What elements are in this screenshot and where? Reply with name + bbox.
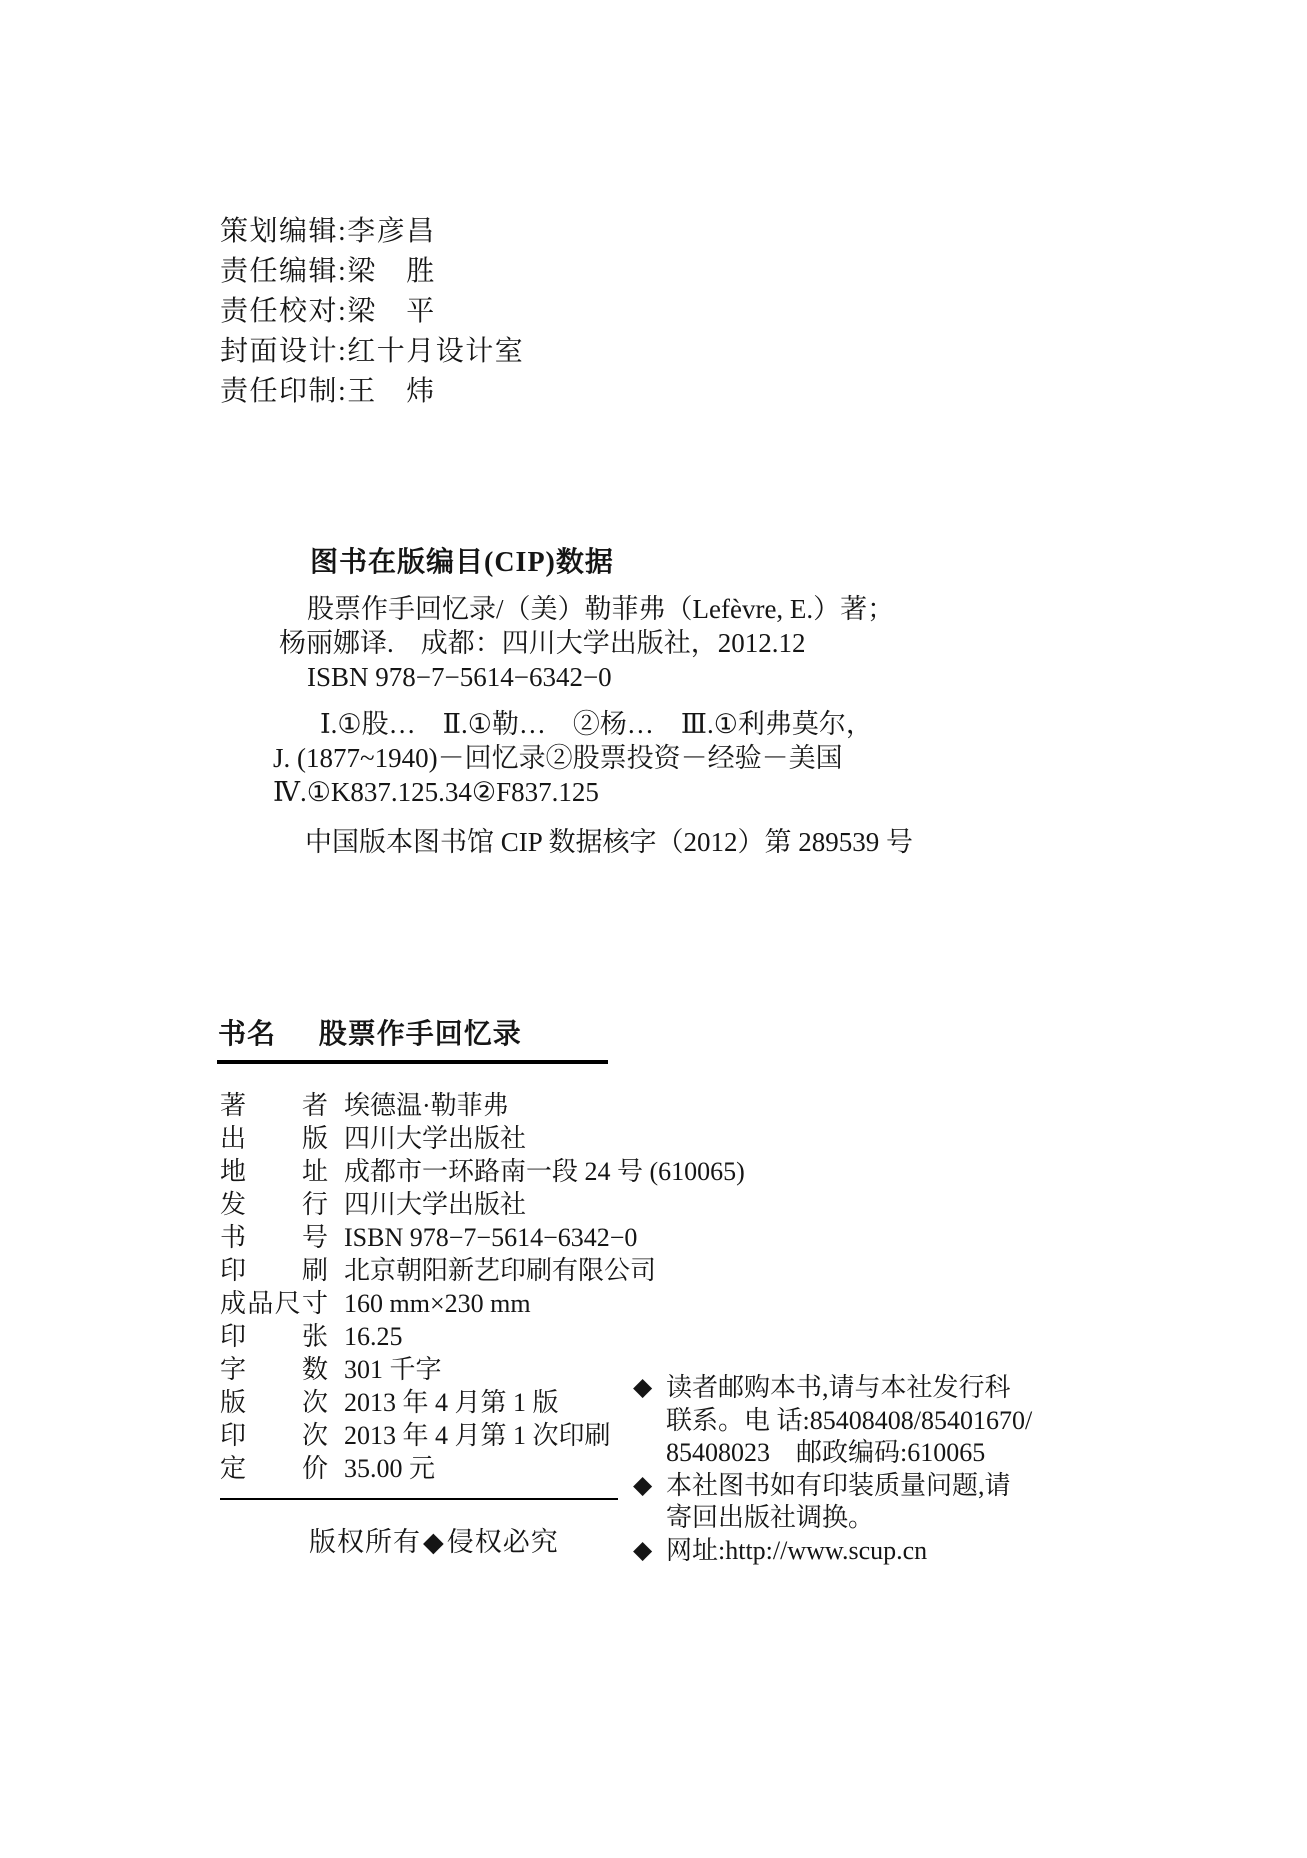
diamond-bullet-icon: ◆ [633, 1536, 653, 1564]
book-title-label: 书名 [218, 1018, 277, 1049]
cip-class-line: Ⅳ.①K837.125.34②F837.125 [273, 777, 599, 807]
cip-entry-line: 股票作手回忆录/（美）勒菲弗（Lefèvre, E.）著； [307, 594, 895, 624]
divider-thin [220, 1498, 618, 1500]
diamond-icon: ◆ [423, 1527, 445, 1557]
credit-line-proofreader: 责任校对:梁 平 [220, 296, 436, 327]
table-row: 出版 四川大学出版社 [220, 1124, 527, 1153]
note-line: 读者邮购本书,请与本社发行科 [666, 1373, 1011, 1402]
table-row: 定价 35.00 元 [220, 1454, 436, 1483]
cip-heading: 图书在版编目(CIP)数据 [310, 547, 614, 578]
note-line: 联系。电 话:85408408/85401670/ [666, 1405, 1033, 1435]
note-line: 寄回出版社调换。 [666, 1503, 875, 1533]
divider-thick [217, 1060, 608, 1064]
cip-entry [279, 592, 894, 694]
publisher-notes [633, 1372, 1053, 1568]
cip-record-number: 中国版本图书馆 CIP 数据核字（2012）第 289539 号 [305, 827, 914, 857]
credit-line-cover-design: 封面设计:红十月设计室 [220, 336, 525, 367]
diamond-bullet-icon: ◆ [633, 1374, 653, 1401]
table-row: 印次 2013 年 4 月第 1 次印刷 [220, 1421, 611, 1450]
cip-class-line: J. (1877~1940)－回忆录②股票投资－经验－美国 [273, 743, 843, 773]
cip-entry-line: 杨丽娜译. 成都：四川大学出版社，2012.12 [279, 628, 806, 658]
cip-class-line: Ⅰ.①股… Ⅱ.①勒… ②杨… Ⅲ.①利弗莫尔， [320, 709, 873, 739]
book-title-row [218, 1012, 522, 1052]
table-row: 印张 16.25 [220, 1322, 403, 1351]
table-row: 发行 四川大学出版社 [220, 1190, 527, 1219]
table-row: 地址 成都市一环路南一段 24 号 (610065) [220, 1157, 745, 1186]
note-quality-exchange [633, 1470, 1053, 1535]
copyright-notice [309, 1520, 559, 1559]
table-row: 著者 埃德温·勒菲弗 [220, 1091, 509, 1120]
table-row: 成品尺寸 160 mm×230 mm [220, 1289, 531, 1318]
note-website [633, 1535, 1053, 1568]
cip-isbn-line: ISBN 978−7−5614−6342−0 [307, 662, 612, 692]
note-line: 本社图书如有印装质量问题,请 [666, 1470, 1011, 1500]
credit-line-planning-editor: 策划编辑:李彦昌 [220, 216, 436, 247]
table-row: 版次 2013 年 4 月第 1 版 [220, 1388, 559, 1417]
diamond-bullet-icon: ◆ [633, 1471, 653, 1499]
table-row: 印刷 北京朝阳新艺印刷有限公司 [220, 1256, 657, 1285]
note-line: 网址:http://www.scup.cn [666, 1535, 928, 1565]
book-title: 股票作手回忆录 [318, 1018, 522, 1049]
staff-credits [220, 212, 524, 412]
cip-classification [273, 707, 873, 809]
note-mail-order [633, 1372, 1053, 1470]
credit-line-managing-editor: 责任编辑:梁 胜 [220, 256, 436, 287]
copyright-notice-right: 侵权必究 [446, 1527, 559, 1557]
table-row: 书号 ISBN 978−7−5614−6342−0 [220, 1223, 638, 1252]
table-row: 字数 301 千字 [220, 1355, 442, 1384]
copyright-notice-left: 版权所有 [309, 1527, 421, 1557]
note-line: 85408023 邮政编码:610065 [666, 1438, 986, 1468]
credit-line-print-supervisor: 责任印制:王 炜 [220, 376, 436, 407]
